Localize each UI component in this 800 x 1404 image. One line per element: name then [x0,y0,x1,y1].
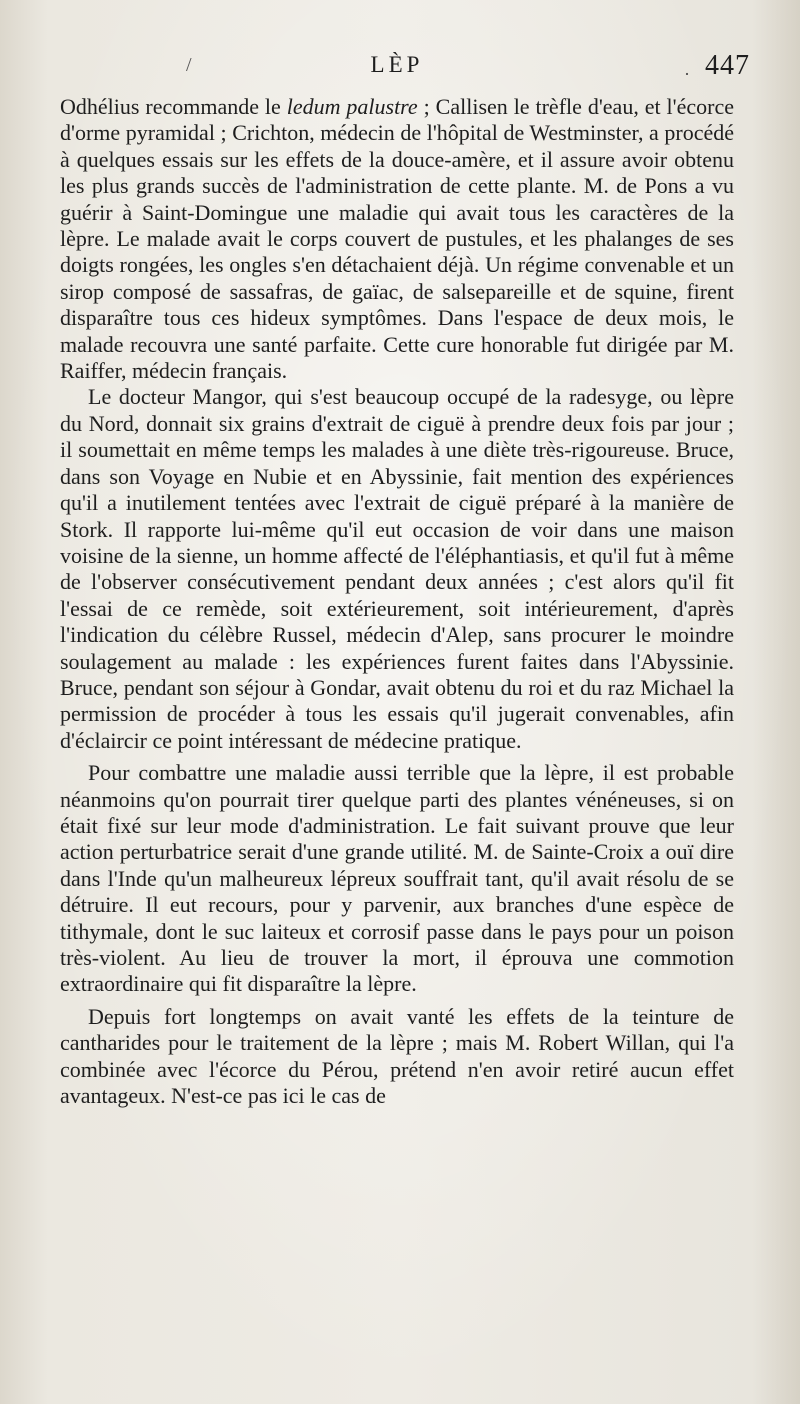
running-head: LÈP [370,52,424,77]
header-mark: / [186,54,192,76]
paragraph-2: Le docteur Mangor, qui s'est beaucoup occupé de la radesyge, ou lèpre du Nord, donnait six grains d'extrait de ciguë à prendre deux fois par jour ; il soumettait en même temps les malades à une diète très-rigoureuse. Bruce, dans son Voyage en Nubie et en Abyssinie, fait mention des expériences qu'il a inutilement tentées avec l'extrait de ciguë préparé à la manière de Stork. Il rapporte lui-même qu'il eut occasion de voir dans une maison voisine de la sienne, un homme affecté de l'éléphantiasis, et qu'il fut à même de l'observer consécutivement pendant deux années ; c'est alors qu'il fit l'essai de ce remède, soit extérieurement, soit intérieurement, d'après l'indication du célèbre Russel, médecin d'Alep, sans procurer le moindre soulagement au malade : les expériences furent faites dans l'Abyssinie. Bruce, pendant son séjour à Gondar, avait obtenu du roi et du raz Michael la permission de procéder à tous les essais qu'il jugerait convenables, afin d'éclaircir ce point intéressant de médecine pratique. [60,384,734,753]
paragraph-3: Pour combattre une maladie aussi terrible que la lèpre, il est probable néanmoins qu'on pourrait tirer quelque parti des plantes vénéneuses, si on était fixé sur leur mode d'administration. Le fait suivant prouve que leur action perturbatrice serait d'une grande utilité. M. de Sainte-Croix a ouï dire dans l'Inde qu'un malheureux lépreux souffrait tant, qu'il avait résolu de se détruire. Il eut recours, pour y parvenir, aux branches d'une espèce de tithymale, dont le suc laiteux et corrosif passe dans le pays pour un poison très-violent. Au lieu de trouver la mort, il éprouva une commotion extraordinaire qui fit disparaître la lèpre. [60,760,734,997]
page-header [60,50,750,94]
paragraph-1-lead: Odhélius recommande le [60,94,287,119]
folio-mark: · [684,64,690,84]
body-text [60,94,734,1109]
paragraph-1-rest: ; Callisen le trèfle d'eau, et l'écorce d'orme pyramidal ; Crichton, médecin de l'hôpital de Westminster, a procédé à quelques essais sur les effets de la douce-amère, et il assure avoir obtenu les plus grands succès de l'administration de cette plante. M. de Pons a vu guérir à Saint-Domingue une maladie qui avait tous les caractères de la lèpre. Le malade avait le corps couvert de pustules, et les phalanges de ses doigts rongées, les ongles s'en détachaient déjà. Un régime convenable et un sirop composé de sassafras, de gaïac, de salsepareille et de squine, firent disparaître tous ces hideux symptômes. Dans l'espace de deux mois, le malade recouvra une santé parfaite. Cette cure honorable fut dirigée par M. Raiffer, médecin français. [60,94,735,384]
paragraph-1 [60,94,734,384]
paragraph-1-italic-term: ledum palustre [286,94,418,119]
page-number: 447 [705,50,750,81]
paragraph-4: Depuis fort longtemps on avait vanté les effets de la teinture de cantharides pour le traitement de la lèpre ; mais M. Robert Willan, qui l'a combinée avec l'écorce du Pérou, prétend n'en avoir retiré aucun effet avantageux. N'est-ce pas ici le cas de [60,1003,734,1109]
